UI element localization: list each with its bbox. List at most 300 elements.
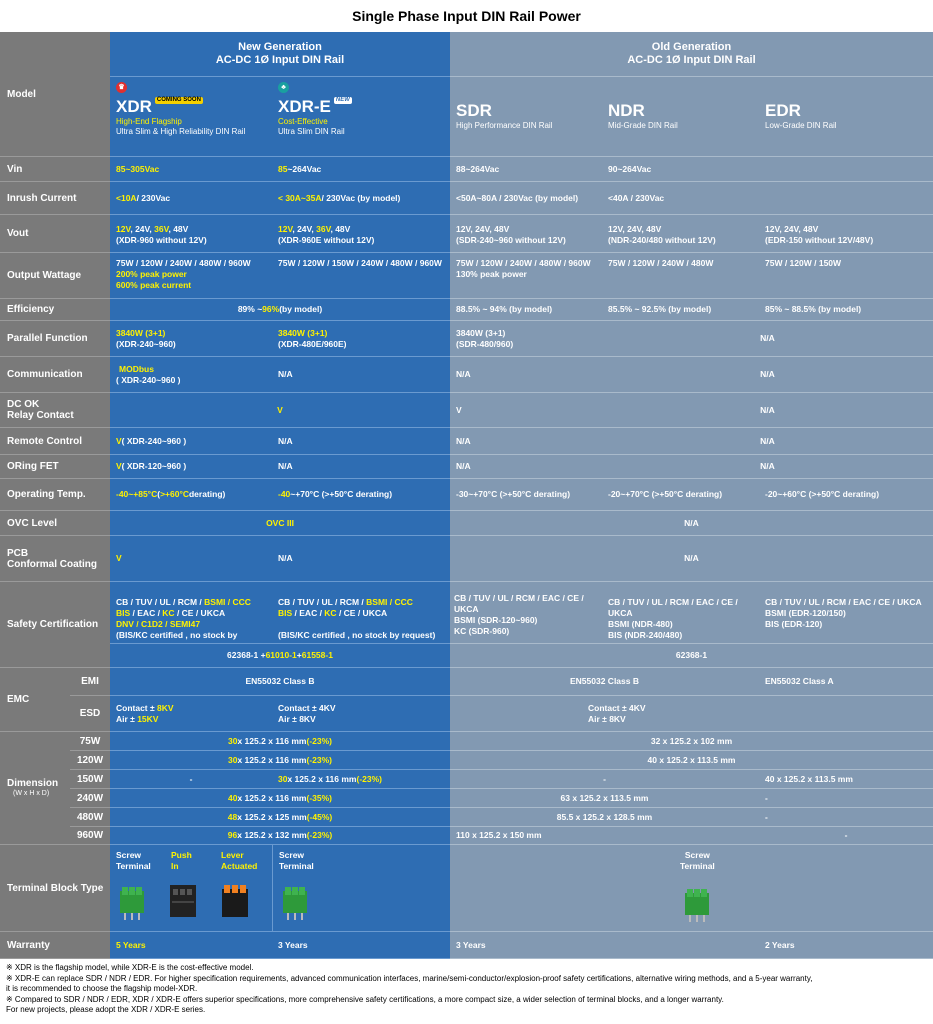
model-name: XDR-E (278, 97, 331, 116)
cell-text: Actuated (221, 861, 258, 871)
cell-text: -30~+70°C (>+50°C derating) (456, 489, 571, 499)
vout-sdr (450, 215, 602, 253)
cell-text: 85.5% ~ 92.5% (by model) (608, 304, 712, 314)
terminal-old (450, 845, 933, 932)
row-label-pcb (0, 536, 110, 582)
cell-text: (-23%) (356, 773, 382, 784)
cell-text: >+60°C (160, 489, 189, 499)
cell-text: 75W / 120W / 240W / 480W / 960W (456, 258, 591, 268)
warranty-sdr-ndr (450, 932, 759, 959)
label-text: 150W (76, 773, 104, 785)
group-title: Old Generation (651, 41, 732, 53)
cell-text: 90~264Vac (608, 163, 652, 174)
dim-960w-sdr-ndr (450, 827, 759, 845)
vin-xdr-e (272, 157, 450, 182)
cell-text: / 230Vac (136, 192, 171, 203)
dim-150w-xdr (110, 770, 272, 789)
vout-xdr (110, 215, 272, 253)
model-edr (759, 77, 933, 157)
terminal-label-screw (279, 850, 314, 872)
cell-text: 89% ~ (237, 304, 263, 314)
cell-text: 62368-1 + (227, 650, 266, 660)
cell-text: / CE / UKCA (174, 608, 226, 618)
footnotes (0, 959, 933, 1024)
row-label-vin (0, 157, 110, 182)
cell-text: DNV / C1D2 / SEMI47 (116, 619, 201, 629)
cell-text: BIS (NDR-240/480) (608, 630, 683, 640)
label-text: Relay Contact (7, 410, 74, 421)
cell-text: / 230Vac (by model) (321, 192, 401, 203)
cell-text: CB / TUV / UL / RCM / (116, 597, 205, 607)
cell-text: 12V (278, 224, 293, 234)
cell-text: - (765, 792, 768, 803)
label-text: 240W (76, 792, 104, 804)
cell-text: 40 x 125.2 x 113.5 mm (647, 754, 736, 765)
inrush-xdr-e (272, 182, 450, 215)
cell-text: x 125.2 x 116 mm (237, 792, 307, 803)
footnote: ※ Compared to SDR / NDR / EDR, XDR / XDR-E offers superior specifications, more comprehensive safety certifications, a more compact size, a wider selection of terminal blocks, and a longer warranty. (6, 994, 724, 1004)
cell-text: 110 x 125.2 x 150 mm (456, 830, 542, 840)
warranty-xdr-e (272, 932, 450, 959)
warranty-xdr (110, 932, 272, 959)
dim-960w-new (110, 827, 450, 845)
cell-text: N/A (760, 435, 775, 446)
cell-text: ~264Vac (287, 163, 322, 174)
emi-edr (759, 668, 933, 696)
row-label-ovc (0, 511, 110, 536)
cell-text: 12V, 24V, 48V (456, 224, 510, 234)
cell-text: 130% peak power (456, 269, 527, 279)
row-label-wattage (0, 253, 110, 299)
row-label-vout (0, 215, 110, 253)
model-name: NDR (608, 101, 645, 120)
cell-text: 40 x 125.2 x 113.5 mm (765, 773, 853, 784)
communication-ndr-edr (602, 357, 933, 393)
esd-xdr (110, 696, 272, 732)
dcok-sdr (450, 393, 602, 428)
cell-text: , 48V (168, 224, 189, 234)
cell-text: N/A (278, 369, 293, 379)
cell-text: , 24V, (130, 224, 155, 234)
dim-150w-edr (759, 770, 933, 789)
label-text: Inrush Current (7, 192, 77, 204)
cell-text: 12V, 24V, 48V (608, 224, 662, 234)
cell-text: 63 x 125.2 x 113.5 mm (560, 792, 649, 803)
cell-text: Lever (221, 850, 244, 860)
terminal-label-lever (221, 850, 271, 872)
footnote: ※ XDR-E can replace SDR / NDR / EDR. For higher specification requirements, advanced communication interfaces, marine/semi-conductor/explosion-proof safety certifications, alternative wiring methods, and a 5-year warranty, (6, 973, 813, 983)
cell-text: / EAC / (130, 608, 163, 618)
oring-ndr-edr (602, 455, 933, 479)
label-text: EMC (7, 694, 30, 705)
model-sdr (450, 77, 602, 157)
inrush-sdr (450, 182, 602, 215)
vout-ndr (602, 215, 759, 253)
label-text: 480W (76, 811, 104, 823)
wattage-xdr-e (272, 253, 450, 299)
cell-text: ( (157, 489, 161, 499)
dim-150w-xdr-e (272, 770, 450, 789)
row-label-75w (70, 732, 110, 751)
dim-480w-new (110, 808, 450, 827)
cell-text: x 125.2 x 132 mm (237, 830, 307, 840)
cell-text: <40A / 230Vac (608, 192, 665, 203)
label-text: EMI (81, 676, 99, 687)
label-text: ORing FET (7, 461, 59, 472)
emi-sdr-ndr (450, 668, 759, 696)
remote-xdr (110, 428, 272, 455)
remote-sdr (450, 428, 602, 455)
cell-text: 85~305Vac (116, 163, 160, 174)
footnote: For new projects, please adopt the XDR / XDR-E series. (6, 1005, 206, 1014)
footnote: ※ XDR is the flagship model, while XDR-E is the cost-effective model. (6, 963, 254, 972)
cell-text: 85.5 x 125.2 x 128.5 mm (556, 811, 653, 822)
cell-text: < 30A~35A (278, 192, 322, 203)
row-label-dcok (0, 393, 110, 428)
warranty-edr (759, 932, 933, 959)
cell-text: 75W / 120W / 240W / 480W (608, 258, 714, 268)
cell-text: 200% peak power (116, 269, 187, 279)
comparison-table (0, 32, 933, 959)
row-label-model (0, 32, 110, 157)
label-text: ESD (79, 708, 101, 719)
ovc-old (450, 511, 933, 536)
cell-text: (XDR-960 without 12V) (116, 235, 207, 245)
model-desc: Ultra Slim & High Reliability DIN Rail (116, 127, 246, 136)
cell-text: N/A (760, 461, 775, 471)
model-name: XDR (116, 97, 152, 116)
model-name: SDR (456, 101, 492, 120)
oring-xdr (110, 455, 272, 479)
efficiency-new (110, 299, 450, 321)
cell-text: <10A (116, 192, 137, 203)
model-ndr (602, 77, 759, 157)
cell-text: Terminal (116, 861, 151, 871)
cell-text: V (116, 461, 122, 471)
label-text: Vin (7, 163, 23, 175)
row-label-remote (0, 428, 110, 455)
cell-text: ( XDR-120~960 ) (121, 461, 187, 471)
cell-text: (by model) (279, 304, 323, 314)
cell-text: V (116, 553, 122, 563)
cell-text: derating) (188, 489, 226, 499)
cell-text: BIS (116, 608, 131, 618)
cell-text: 88~264Vac (456, 163, 500, 174)
terminal-xdr-e (272, 845, 450, 932)
cell-text: 75W / 120W / 240W / 480W / 960W (116, 258, 251, 268)
cell-text: OVC III (266, 517, 294, 528)
safety-ndr (602, 582, 759, 643)
screw-terminal-icon (683, 887, 711, 923)
label-text: Terminal Block Type (7, 882, 104, 894)
label-text: Output Wattage (7, 270, 82, 281)
cell-text: CB / TUV / UL / RCM / EAC / CE / (454, 593, 584, 603)
cell-text: (SDR-240~960 without 12V) (456, 235, 566, 245)
row-label-dimension (0, 732, 70, 845)
model-desc: High Performance DIN Rail (456, 121, 553, 130)
cell-text: 61010-1 (265, 650, 297, 660)
row-label-150w (70, 770, 110, 789)
cell-text: 3840W (3+1) (456, 328, 506, 338)
cell-text: - (189, 773, 193, 784)
row-label-parallel (0, 321, 110, 357)
cell-text: 15KV (137, 714, 159, 724)
parallel-ndr-edr (602, 321, 933, 357)
cell-text: 40 (228, 792, 238, 803)
model-tagline: Cost-Effective (278, 117, 328, 126)
screw-terminal-icon (281, 885, 309, 921)
label-subtext: (W x H x D) (13, 789, 50, 797)
cell-text: MODbus (119, 364, 154, 374)
label-text: Remote Control (7, 435, 82, 447)
inrush-edr (759, 182, 933, 215)
cell-text: Air ± (116, 714, 138, 724)
cell-text: Contact ± (116, 703, 158, 713)
cell-text: N/A (684, 553, 699, 563)
terminal-label-screw (116, 850, 166, 872)
cell-text: 2 Years (765, 939, 795, 950)
model-desc: Ultra Slim DIN Rail (278, 127, 345, 136)
cell-text: 3 Years (456, 939, 486, 950)
label-text: Operating Temp. (7, 489, 86, 500)
dcok-new (110, 393, 450, 428)
cell-text: 85% ~ 88.5% (by model) (765, 304, 862, 314)
cell-text: BSMI / CCC (204, 597, 251, 607)
dim-75w-old (450, 732, 933, 751)
terminal-label-push-in (171, 850, 211, 872)
optemp-xdr-e (272, 479, 450, 511)
cell-text: ~+70°C (>+50°C derating) (290, 489, 393, 499)
row-label-emc (0, 668, 70, 732)
cell-text: V (277, 404, 283, 415)
safety-standard-old (450, 643, 933, 668)
dim-240w-sdr-ndr (450, 789, 759, 808)
label-text: Conformal Coating (7, 558, 97, 570)
cell-text: Screw (279, 850, 305, 860)
flagship-crown-icon: ♛ (116, 82, 127, 93)
cell-text: / EAC / (292, 608, 325, 618)
lever-terminal-icon (220, 881, 250, 921)
esd-old (450, 696, 933, 732)
vin-sdr (450, 157, 602, 182)
dim-75w-new (110, 732, 450, 751)
cell-text: 36V (316, 224, 331, 234)
cell-text: KC (324, 608, 337, 618)
cell-text: 96 (227, 830, 238, 840)
row-label-esd (70, 696, 110, 732)
label-text: Communication (7, 369, 83, 380)
cell-text: 30 (228, 735, 238, 746)
cell-text: V (456, 404, 462, 415)
emi-new (110, 668, 450, 696)
terminal-xdr (110, 845, 272, 932)
row-label-communication (0, 357, 110, 393)
pcb-old (450, 536, 933, 582)
pcb-xdr-e (272, 536, 450, 582)
dim-480w-sdr-ndr (450, 808, 759, 827)
cell-text: (BIS/KC certified , no stock by request) (278, 630, 436, 640)
communication-xdr-e (272, 357, 450, 393)
cell-text: (XDR-480E/960E) (278, 339, 347, 349)
remote-xdr-e (272, 428, 450, 455)
optemp-ndr (602, 479, 759, 511)
parallel-sdr (450, 321, 602, 357)
optemp-edr (759, 479, 933, 511)
cell-text: 75W / 120W / 150W / 240W / 480W / 960W (278, 258, 442, 268)
model-desc: Mid-Grade DIN Rail (608, 121, 678, 130)
vout-edr (759, 215, 933, 253)
parallel-xdr (110, 321, 272, 357)
row-label-inrush (0, 182, 110, 215)
cell-text: N/A (456, 369, 471, 379)
cell-text: 12V (116, 224, 131, 234)
cell-text: KC (162, 608, 175, 618)
cell-text: EN55032 Class B (570, 676, 639, 686)
label-text: OVC Level (7, 517, 58, 529)
efficiency-edr (759, 299, 933, 321)
row-label-terminal (0, 845, 110, 932)
wattage-ndr (602, 253, 759, 299)
vin-ndr (602, 157, 759, 182)
group-title: New Generation (238, 41, 322, 53)
cell-text: 3840W (3+1) (278, 328, 328, 338)
remote-ndr-edr (602, 428, 933, 455)
vin-edr (759, 157, 933, 182)
label-text: PCB (7, 547, 29, 559)
cell-text: UKCA (454, 604, 479, 614)
cell-text: BSMI / CCC (366, 597, 413, 607)
cell-text: BSMI (SDR-120~960) (454, 615, 538, 625)
row-label-safety (0, 582, 110, 668)
cell-text: -40~+85°C (116, 489, 158, 499)
vin-xdr (110, 157, 272, 182)
cell-text: CB / TUV / UL / RCM / EAC / CE / UKCA (765, 597, 922, 607)
cell-text: N/A (278, 553, 293, 563)
cell-text: CB / TUV / UL / RCM / (278, 597, 367, 607)
model-name: EDR (765, 101, 801, 120)
cell-text: (-23%) (306, 830, 333, 840)
old-generation-header (450, 32, 933, 77)
dim-960w-edr (759, 827, 933, 845)
cell-text: EN55032 Class A (765, 676, 834, 686)
vout-xdr-e (272, 215, 450, 253)
cell-text: V (116, 435, 122, 446)
label-text: Vout (7, 228, 29, 239)
label-text: Efficiency (7, 304, 55, 315)
cell-text: 75W / 120W / 150W (765, 258, 842, 268)
cell-text: ( XDR-240~960 ) (121, 435, 187, 446)
cell-text: 3840W (3+1) (116, 328, 166, 338)
label-text: 120W (76, 754, 104, 766)
cell-text: N/A (760, 369, 775, 379)
cell-text: x 125.2 x 116 mm (237, 735, 307, 746)
model-desc: Low-Grade DIN Rail (765, 121, 837, 130)
cell-text: Screw (684, 850, 710, 860)
group-subtitle: AC-DC 1Ø Input DIN Rail (627, 54, 756, 66)
cell-text: x 125.2 x 116 mm (287, 773, 357, 784)
group-subtitle: AC-DC 1Ø Input DIN Rail (215, 54, 345, 66)
new-badge: NEW (335, 97, 350, 103)
terminal-label-screw (680, 850, 715, 872)
cell-text: Screw (116, 850, 142, 860)
dcok-ndr-edr (602, 393, 933, 428)
dim-240w-edr (759, 789, 933, 808)
efficiency-sdr (450, 299, 602, 321)
cell-text: N/A (684, 517, 699, 528)
cell-text: , 24V, (292, 224, 317, 234)
ovc-new (110, 511, 450, 536)
cell-text: ( XDR-240~960 ) (116, 375, 181, 385)
cell-text: BIS (EDR-120) (765, 619, 823, 629)
cell-text: N/A (456, 435, 471, 446)
parallel-xdr-e (272, 321, 450, 357)
model-tagline: High-End Flagship (116, 117, 182, 126)
cell-text: CB / TUV / UL / RCM / EAC / CE / UKCA (608, 597, 738, 618)
cell-text: Air ± 8KV (278, 714, 316, 724)
cell-text: <50A~80A / 230Vac (by model) (456, 192, 579, 203)
inrush-xdr (110, 182, 272, 215)
dim-240w-new (110, 789, 450, 808)
cell-text: 5 Years (116, 939, 146, 950)
model-xdr (110, 77, 272, 157)
cell-text: EN55032 Class B (245, 676, 315, 686)
optemp-xdr (110, 479, 272, 511)
cell-text: BSMI (EDR-120/150) (765, 608, 846, 618)
oring-sdr (450, 455, 602, 479)
row-label-oring (0, 455, 110, 479)
cell-text: (XDR-960E without 12V) (278, 235, 375, 245)
communication-sdr (450, 357, 602, 393)
dim-480w-edr (759, 808, 933, 827)
cell-text: 32 x 125.2 x 102 mm (650, 735, 733, 746)
leaf-icon: ♣ (278, 82, 289, 93)
cell-text: 85 (278, 163, 288, 174)
cell-text: (-45%) (306, 811, 333, 822)
cell-text: / CE / UKCA (336, 608, 388, 618)
model-xdr-e (272, 77, 450, 157)
dim-150w-sdr-ndr (450, 770, 759, 789)
safety-standard-new (110, 643, 450, 668)
row-label-240w (70, 789, 110, 808)
row-label-960w (70, 827, 110, 845)
cell-text: 48 (227, 811, 238, 822)
cell-text: 3 Years (278, 939, 308, 950)
cell-text: 12V, 24V, 48V (765, 224, 819, 234)
new-generation-header (110, 32, 450, 77)
label-text: Model (7, 88, 36, 100)
cell-text: Terminal (680, 861, 715, 871)
safety-sdr (450, 582, 602, 643)
cell-text: 36V (154, 224, 169, 234)
cell-text: (XDR-240~960) (116, 339, 176, 349)
cell-text: (-23%) (306, 754, 332, 765)
wattage-xdr (110, 253, 272, 299)
cell-text: - (603, 773, 606, 784)
cell-text: KC (SDR-960) (454, 626, 510, 636)
page-title: Single Phase Input DIN Rail Power (352, 8, 581, 24)
efficiency-ndr (602, 299, 759, 321)
cell-text: (SDR-480/960) (456, 339, 514, 349)
cell-text: N/A (760, 333, 775, 343)
label-text: 960W (76, 830, 104, 841)
cell-text: Terminal (279, 861, 314, 871)
label-text: Parallel Function (7, 333, 88, 344)
cell-text: 62368-1 (675, 650, 708, 660)
cell-text: x 125.2 x 116 mm (237, 754, 307, 765)
dim-120w-old (450, 751, 933, 770)
pcb-xdr (110, 536, 272, 582)
cell-text: -20~+70°C (>+50°C derating) (608, 489, 723, 499)
